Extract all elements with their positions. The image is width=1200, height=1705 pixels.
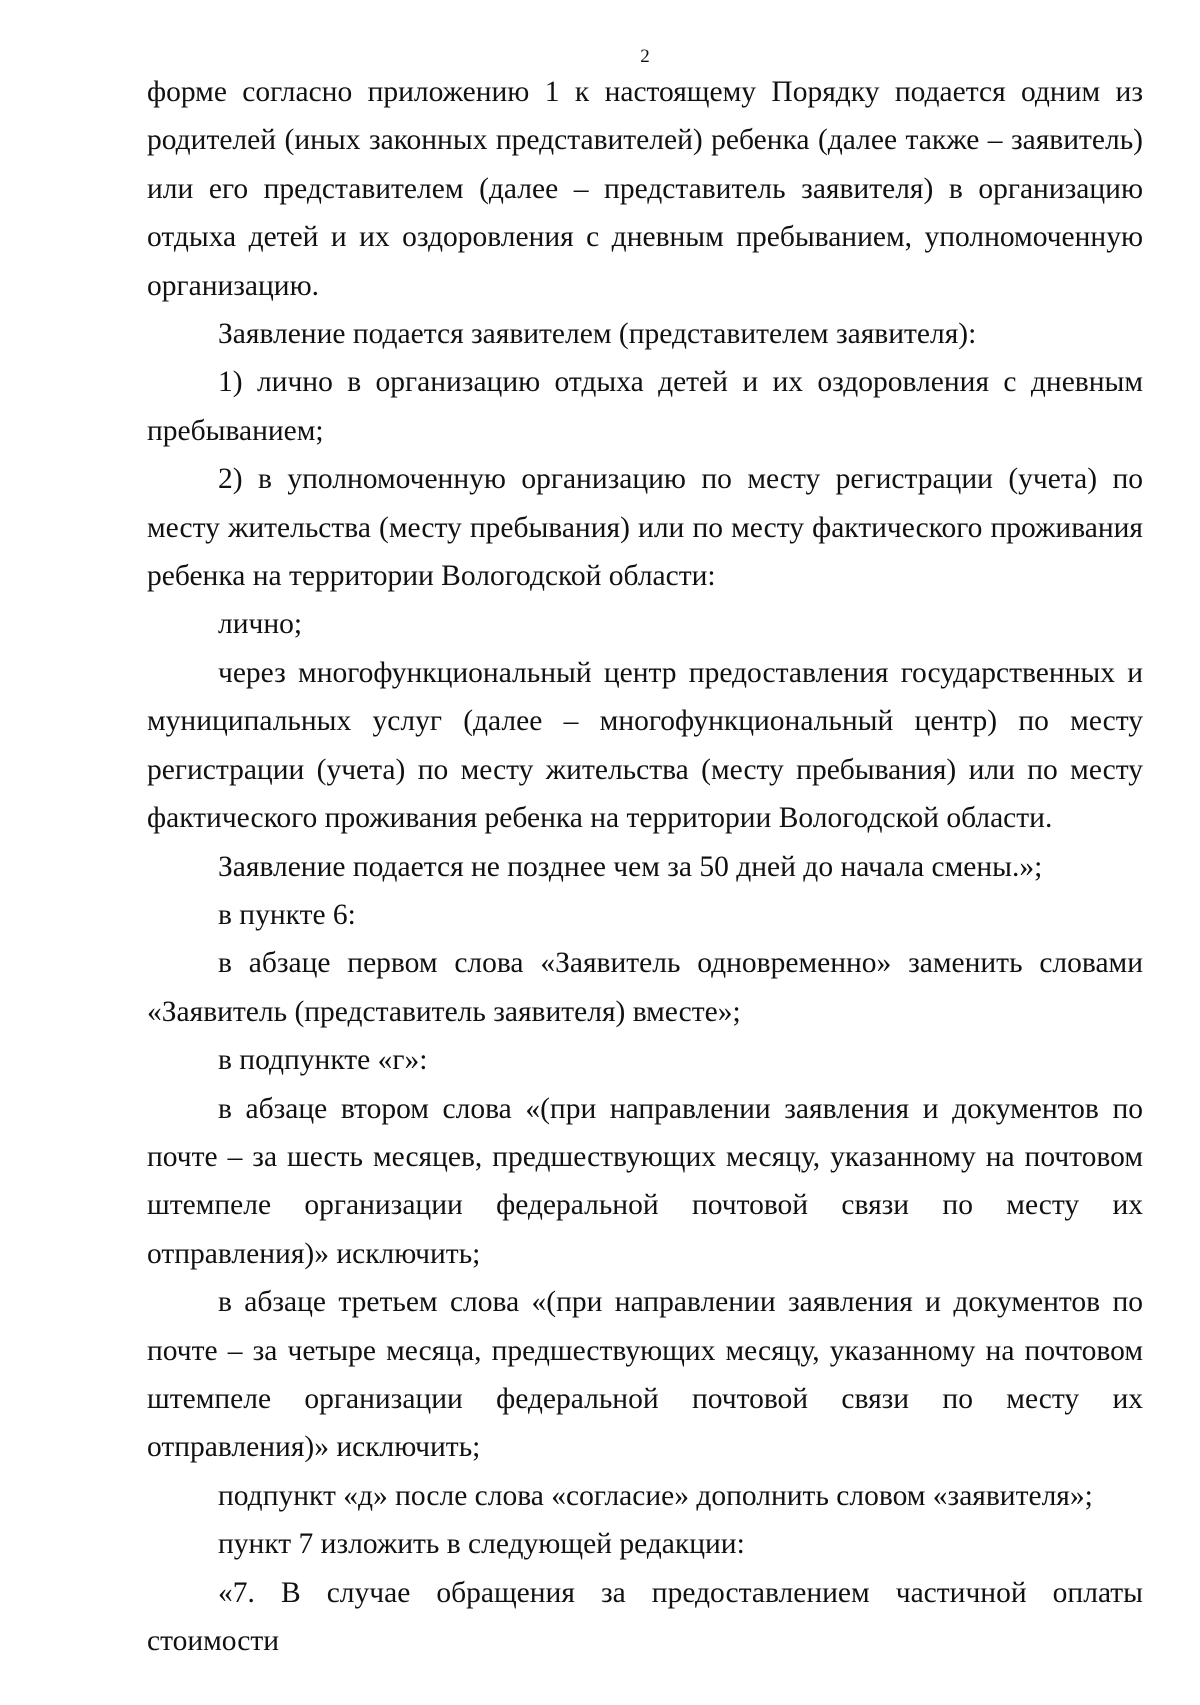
paragraph-2: Заявление подается заявителем (представителем заявителя): xyxy=(218,318,977,351)
paragraph-9: в абзаце первом слова «Заявитель одновременно» заменить словами «Заявитель (представитель заявителя) вместе»; xyxy=(147,947,1143,1028)
paragraph-14: пункт 7 изложить в следующей редакции: xyxy=(218,1528,745,1561)
paragraph-7: Заявление подается не позднее чем за 50 дней до начала смены.»; xyxy=(218,850,1043,883)
paragraph-3: 1) лично в организацию отдыха детей и их оздоровления с дневным пребыванием; xyxy=(147,366,1143,447)
paragraph-10: в подпункте «г»: xyxy=(218,1044,428,1077)
paragraph-8: в пункте 6: xyxy=(218,898,356,931)
page-number: 2 xyxy=(640,46,650,67)
paragraph-5: лично; xyxy=(218,608,303,641)
document-body xyxy=(147,68,1143,1665)
paragraph-6: через многофункциональный центр предоставления государственных и муниципальных услуг (далее – многофункциональный центр) по месту регистрации (учета) по месту жительства (месту пребывания) или по месту фактического проживания ребенка на территории Вологодской области. xyxy=(147,656,1143,835)
paragraph-11: в абзаце втором слова «(при направлении заявления и документов по почте – за шесть месяцев, предшествующих месяцу, указанному на почтовом штемпеле организации федеральной почтовой связи по месту их отправления)» исключить; xyxy=(147,1092,1143,1270)
paragraph-4: 2) в уполномоченную организацию по месту регистрации (учета) по месту жительства (месту пребывания) или по месту фактического проживания ребенка на территории Вологодской области: xyxy=(147,463,1143,593)
paragraph-1: форме согласно приложению 1 к настоящему Порядку подается одним из родителей (иных законных представителей) ребенка (далее также – заявитель) или его представителем (далее – представитель заявителя) в организацию отдыха детей и их оздоровления с дневным пребыванием, уполномоченную организацию. xyxy=(147,76,1143,302)
paragraph-12: в абзаце третьем слова «(при направлении заявления и документов по почте – за четыре месяца, предшествующих месяцу, указанному на почтовом штемпеле организации федеральной почтовой связи по месту их отправления)» исключить; xyxy=(147,1286,1143,1464)
paragraph-13: подпункт «д» после слова «согласие» дополнить словом «заявителя»; xyxy=(218,1479,1093,1512)
paragraph-15: «7. В случае обращения за предоставлением частичной оплаты стоимости xyxy=(147,1576,1143,1657)
